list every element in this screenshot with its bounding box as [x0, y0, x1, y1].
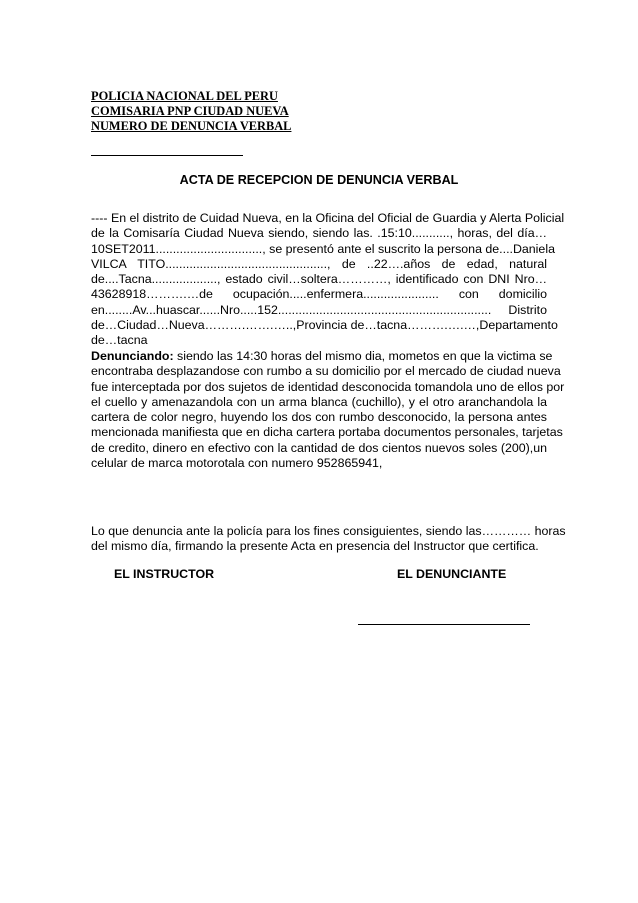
closing-line: del mismo día, firmando la presente Acta en presencia del Instructor que certifica.	[91, 539, 539, 554]
document-title: ACTA DE RECEPCION DE DENUNCIA VERBAL	[179, 173, 459, 187]
complaint-number-rule	[91, 155, 243, 156]
closing-paragraph	[91, 524, 566, 555]
denuncia-line: el cuello y amenazandola con un arma blanca (cuchillo), y el otro aranchandola la	[91, 394, 547, 409]
intro-paragraph	[91, 211, 565, 348]
intro-line: 43628918……….…de ocupación.....enfermera...................... con domicilio	[91, 287, 547, 302]
intro-line: de....Tacna..................., estado civil…soltera…………, identificado con DNI Nro…	[91, 272, 547, 286]
intro-line: de…Ciudad…Nueva……….…….…..,Provincia de…tacna……….….…,Departamento	[91, 317, 558, 332]
intro-line: VILCA TITO..............................................., de ..22….años de edad, natural	[91, 256, 547, 271]
denuncia-line: cartera de color negro, huyendo los dos con rumbo desconocido, la persona antes	[91, 410, 547, 424]
denuncia-line: fue interceptada por dos sujetos de identidad desconocida tomandola uno de ellos por	[91, 379, 565, 394]
intro-line: ---- En el distrito de Cuidad Nueva, en la Oficina del Oficial de Guardia y Alerta Policial	[91, 211, 565, 225]
denuncia-first-line-text: siendo las 14:30 horas del mismo dia, mometos en que la victima se	[173, 349, 553, 363]
denuncia-line: encontraba desplazandose con rumbo a su domicilio por el mercado de ciudad nueva	[91, 364, 561, 379]
denuncia-first-line	[91, 349, 553, 364]
denuncia-line: mencionada manifiesta que en dicha cartera portaba documentos personales, tarjetas	[91, 425, 563, 440]
header-complaint-number: NUMERO DE DENUNCIA VERBAL	[91, 119, 292, 133]
denuncia-line: de credito, dinero en efectivo con la cantidad de dos cientos nuevos soles (200),un	[91, 440, 547, 455]
header-station: COMISARIA PNP CIUDAD NUEVA	[91, 104, 289, 118]
denuncia-paragraph	[91, 349, 565, 471]
closing-line: Lo que denuncia ante la policía para los fines consiguientes, siendo las………… horas	[91, 524, 566, 538]
instructor-signature-label: EL INSTRUCTOR	[114, 567, 215, 581]
header-institution: POLICIA NACIONAL DEL PERU	[91, 89, 278, 103]
intro-line: en........Av...huascar......Nro.....152.............................................................. Distrito	[91, 302, 547, 317]
intro-line: 10SET2011..............................., se presentó ante el suscrito la persona de....Daniela	[91, 241, 555, 256]
intro-line: de la Comisaría Ciudad Nueva siendo, siendo las. .15:10..........., horas, del día…	[91, 226, 547, 241]
intro-line: de…tacna	[91, 333, 148, 347]
denuncia-label: Denunciando:	[91, 349, 174, 363]
denuncia-line: celular de marca motorotala con numero 952865941,	[91, 455, 383, 470]
document-header	[91, 89, 411, 134]
denunciante-signature-label: EL DENUNCIANTE	[397, 567, 507, 581]
signature-line	[358, 624, 530, 625]
